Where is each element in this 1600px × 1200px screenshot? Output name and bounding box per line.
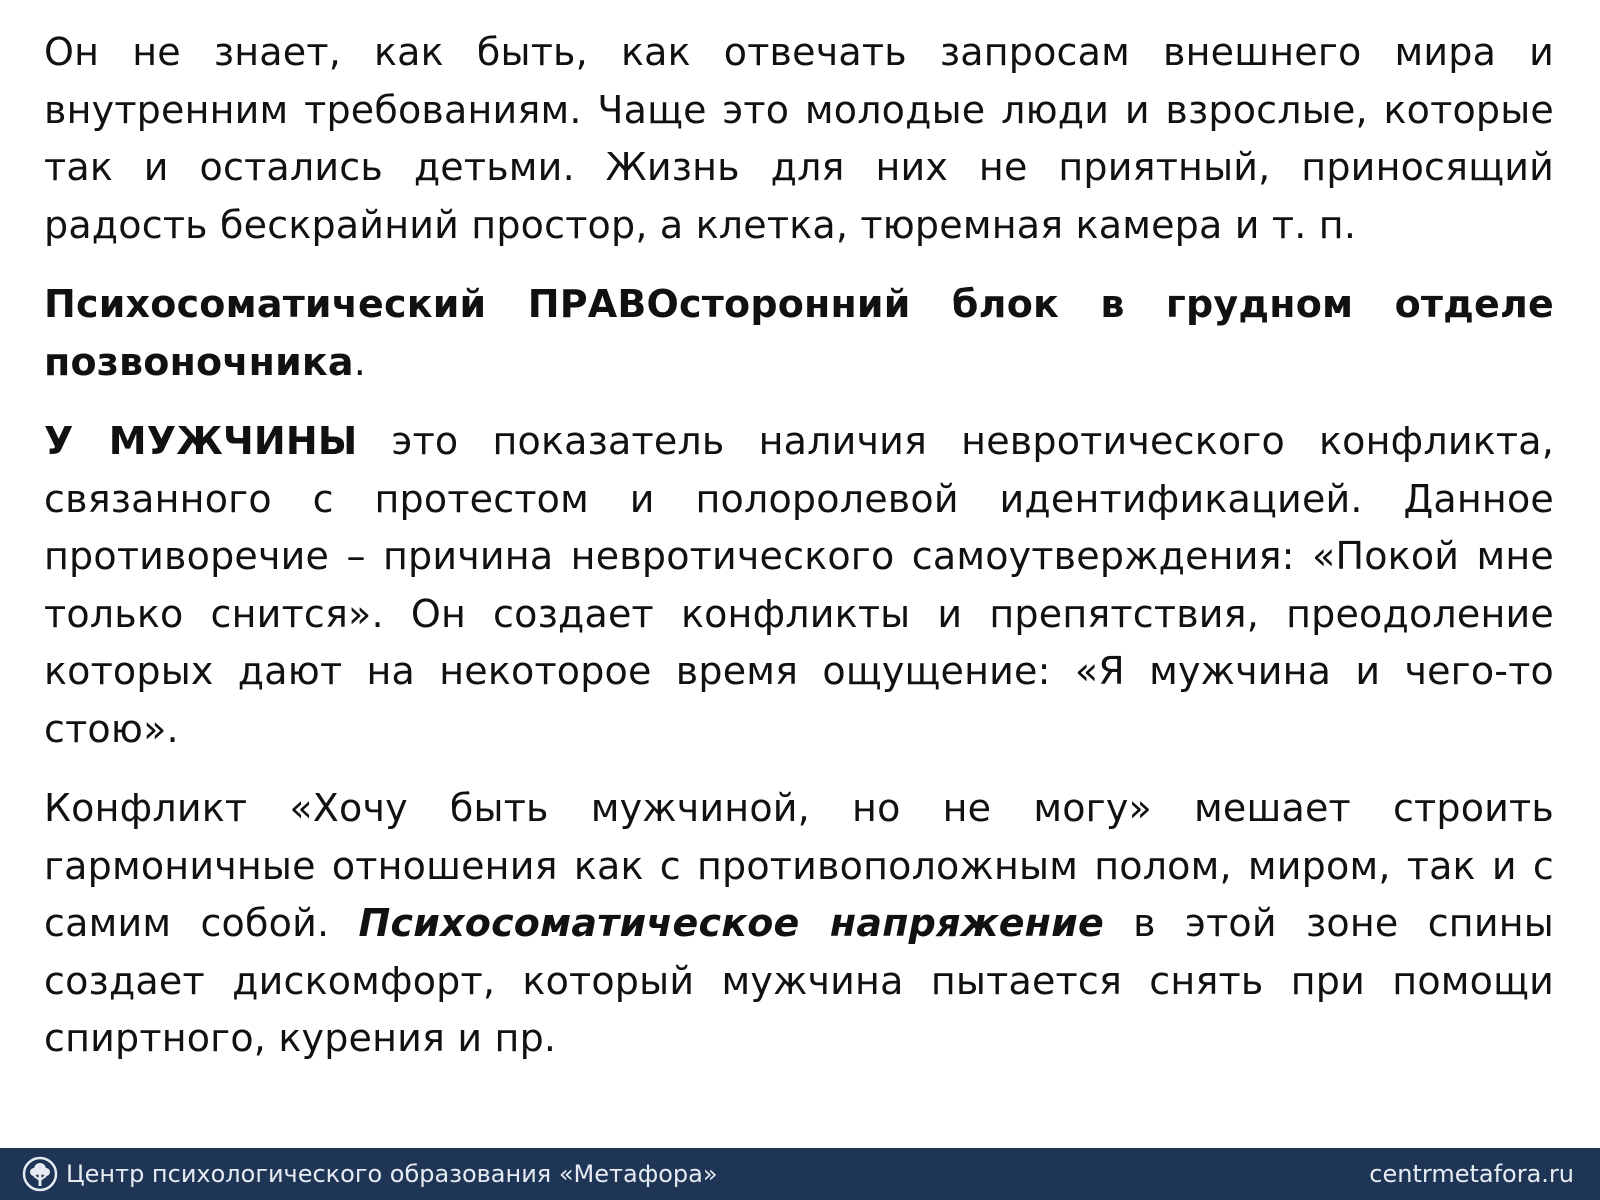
conflict-text-start: Конфликт «Хочу быть мужчиной, но не могу» мешает строить гармоничные отношения как с противоположным полом, миром, так и с самим собой. bbox=[44, 786, 1554, 945]
conflict-text-end: в этой зоне спины создает дискомфорт, который мужчина пытается снять при помощи спиртного, курения и пр. bbox=[44, 901, 1554, 1060]
footer-website-link[interactable]: centrmetafora.ru bbox=[1369, 1160, 1574, 1188]
footer-bar bbox=[0, 1148, 1600, 1200]
footer-organization: Центр психологического образования «Метафора» bbox=[66, 1160, 718, 1188]
tree-in-circle-icon bbox=[22, 1156, 58, 1192]
section-heading-period: . bbox=[353, 339, 367, 384]
paragraph-intro bbox=[44, 24, 1554, 254]
men-lead: У МУЖЧИНЫ bbox=[44, 419, 358, 463]
section-heading: Психосоматический ПРАВОсторонний блок в грудном отделе позвоночника bbox=[44, 282, 1554, 384]
paragraph-heading bbox=[44, 276, 1554, 391]
men-text: это показатель наличия невротического конфликта, связанного с протестом и полоролевой идентификацией. Данное противоречие – причина невротического самоутверждения: «Покой мне только снится». Он создает конфликты и препятствия, преодоление которых дают на некоторое время ощущение: «Я мужчина и чего-то стою». bbox=[44, 419, 1554, 751]
paragraph-conflict bbox=[44, 780, 1554, 1068]
paragraph-intro-text: Он не знает, как быть, как отвечать запросам внешнего мира и внутренним требованиям. Чаще это молодые люди и взрослые, которые так и остались детьми. Жизнь для них не приятный, приносящий радость бескрайний простор, а клетка, тюремная камера и т. п. bbox=[44, 30, 1554, 247]
conflict-emphasis: Психосоматическое напряжение bbox=[358, 901, 1104, 945]
paragraph-men bbox=[44, 413, 1554, 758]
document-body bbox=[44, 24, 1554, 1090]
